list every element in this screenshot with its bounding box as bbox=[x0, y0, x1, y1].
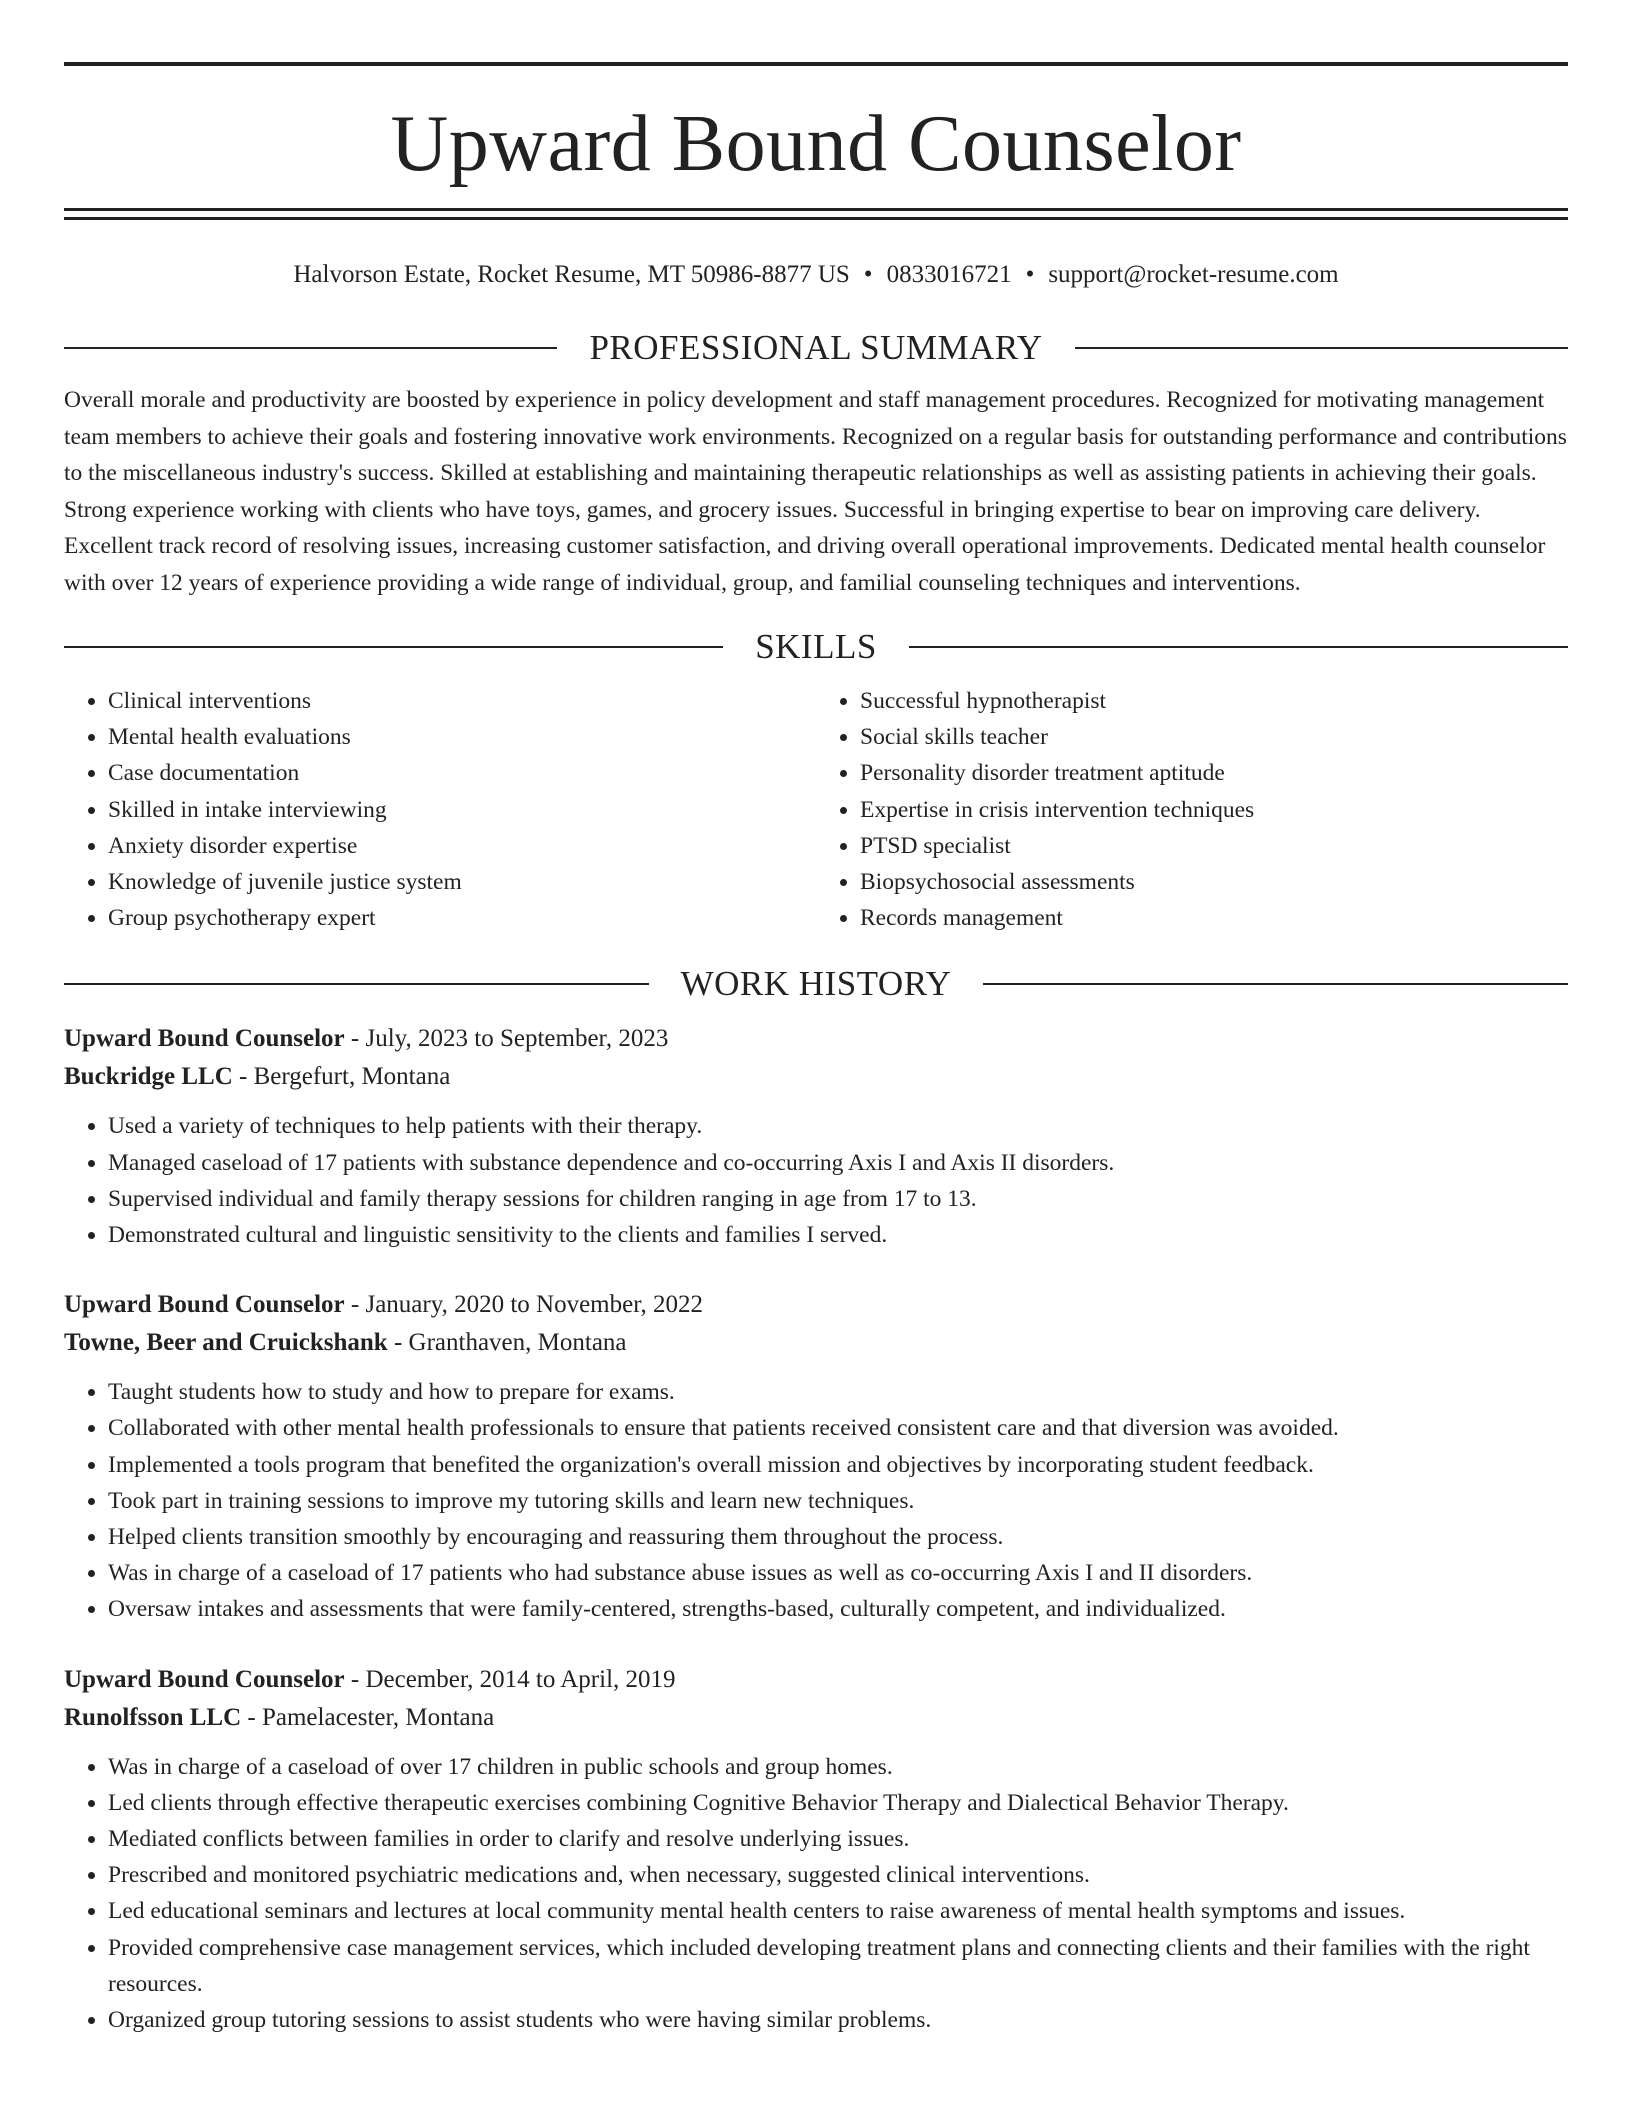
job-bullet: • Implemented a tools program that benefited the organization's overall mission and objectives by incorporating student feedback. bbox=[108, 1447, 1568, 1483]
job-bullets bbox=[64, 1374, 1568, 1627]
job-company-line bbox=[64, 1058, 1568, 1096]
skill-item: • Personality disorder treatment aptitude bbox=[860, 755, 1568, 791]
skill-item: • Clinical interventions bbox=[108, 683, 816, 719]
job-bullet: • Mediated conflicts between families in order to clarify and resolve underlying issues. bbox=[108, 1821, 1568, 1857]
skills-heading bbox=[64, 625, 1568, 669]
skills-list bbox=[64, 683, 1568, 936]
contact-separator: • bbox=[863, 261, 873, 288]
summary-heading bbox=[64, 326, 1568, 370]
skill-item: • Social skills teacher bbox=[860, 719, 1568, 755]
job-dates: - July, 2023 to September, 2023 bbox=[344, 1025, 669, 1053]
heading-rule-left bbox=[64, 347, 557, 349]
heading-rule-left bbox=[64, 646, 723, 648]
skill-item: • Group psychotherapy expert bbox=[108, 900, 816, 936]
skill-item: • PTSD specialist bbox=[860, 828, 1568, 864]
skill-item: • Records management bbox=[860, 900, 1568, 936]
skill-item: • Successful hypnotherapist bbox=[860, 683, 1568, 719]
skill-item: • Expertise in crisis intervention techniques bbox=[860, 792, 1568, 828]
skills-title: SKILLS bbox=[755, 627, 877, 666]
contact-line bbox=[64, 258, 1568, 292]
job-title-line bbox=[64, 1661, 1568, 1699]
work-history-heading bbox=[64, 962, 1568, 1006]
job-company-line bbox=[64, 1699, 1568, 1737]
job-dates: - December, 2014 to April, 2019 bbox=[344, 1665, 676, 1693]
contact-email: support@rocket-resume.com bbox=[1048, 261, 1339, 288]
summary-title: PROFESSIONAL SUMMARY bbox=[589, 328, 1043, 367]
job-bullet: • Organized group tutoring sessions to assist students who were having similar problems. bbox=[108, 2002, 1568, 2038]
job-bullet: • Used a variety of techniques to help patients with their therapy. bbox=[108, 1108, 1568, 1144]
job-bullet: • Prescribed and monitored psychiatric medications and, when necessary, suggested clinical interventions. bbox=[108, 1857, 1568, 1893]
job-dates: - January, 2020 to November, 2022 bbox=[344, 1291, 704, 1319]
skill-item: • Mental health evaluations bbox=[108, 719, 816, 755]
job-bullet: • Took part in training sessions to improve my tutoring skills and learn new techniques. bbox=[108, 1483, 1568, 1519]
job-bullet: • Managed caseload of 17 patients with substance dependence and co-occurring Axis I and Axis II disorders. bbox=[108, 1145, 1568, 1181]
job-bullet: • Collaborated with other mental health professionals to ensure that patients received consistent care and that diversion was avoided. bbox=[108, 1410, 1568, 1446]
skill-item: • Knowledge of juvenile justice system bbox=[108, 864, 816, 900]
contact-separator: • bbox=[1025, 261, 1035, 288]
job-bullet: • Led clients through effective therapeutic exercises combining Cognitive Behavior Therapy and Dialectical Behavior Therapy. bbox=[108, 1785, 1568, 1821]
job-bullets bbox=[64, 1108, 1568, 1253]
summary-text: Overall morale and productivity are boosted by experience in policy development and staff management procedures. Recognized for motivating management team members to achieve their goals and fostering innovative work environments. Recognized on a regular basis for outstanding performance and contributions to the miscellaneous industry's success. Skilled at establishing and maintaining therapeutic relationships as well as assisting patients in achieving their goals. Strong experience working with clients who have toys, games, and grocery issues. Successful in bringing expertise to bear on improving care delivery. Excellent track record of resolving issues, increasing customer satisfaction, and driving overall operational improvements. Dedicated mental health counselor with over 12 years of experience providing a wide range of individual, group, and familial counseling techniques and interventions. bbox=[64, 387, 1567, 596]
work-history-title: WORK HISTORY bbox=[680, 964, 952, 1004]
job-bullet: • Was in charge of a caseload of 17 patients who had substance abuse issues as well as co-occurring Axis I and II disorders. bbox=[108, 1555, 1568, 1591]
job-bullet: • Oversaw intakes and assessments that were family-centered, strengths-based, culturally competent, and individualized. bbox=[108, 1591, 1568, 1627]
heading-rule-right bbox=[1075, 347, 1568, 349]
job-title-line bbox=[64, 1286, 1568, 1324]
job-bullet: • Demonstrated cultural and linguistic sensitivity to the clients and families I served. bbox=[108, 1217, 1568, 1253]
job-bullet: • Helped clients transition smoothly by encouraging and reassuring them throughout the process. bbox=[108, 1519, 1568, 1555]
skill-item: • Biopsychosocial assessments bbox=[860, 864, 1568, 900]
job-title: Upward Bound Counselor bbox=[64, 1291, 345, 1319]
job-location: - Pamelacester, Montana bbox=[241, 1703, 495, 1731]
double-rule bbox=[64, 208, 1568, 220]
job-entry bbox=[64, 1286, 1568, 1627]
contact-address: Halvorson Estate, Rocket Resume, MT 50986-8877 US bbox=[293, 261, 850, 288]
skill-item: • Case documentation bbox=[108, 755, 816, 791]
job-bullets bbox=[64, 1749, 1568, 2039]
heading-rule-left bbox=[64, 983, 649, 985]
heading-rule-right bbox=[983, 983, 1568, 985]
resume-name: Upward Bound Counselor bbox=[390, 100, 1242, 188]
contact-phone: 0833016721 bbox=[886, 261, 1012, 288]
job-company-line bbox=[64, 1324, 1568, 1362]
job-location: - Bergefurt, Montana bbox=[232, 1063, 451, 1091]
skills-column-left bbox=[64, 683, 816, 936]
job-company: Buckridge LLC bbox=[64, 1063, 233, 1091]
job-bullet: • Led educational seminars and lectures at local community mental health centers to raise awareness of mental health symptoms and issues. bbox=[108, 1893, 1568, 1929]
job-entry bbox=[64, 1020, 1568, 1253]
job-title: Upward Bound Counselor bbox=[64, 1025, 345, 1053]
job-bullet: • Provided comprehensive case management services, which included developing treatment plans and connecting clients and their families with the right resources. bbox=[108, 1930, 1568, 2002]
job-entry bbox=[64, 1661, 1568, 2039]
skill-item: • Anxiety disorder expertise bbox=[108, 828, 816, 864]
job-company: Runolfsson LLC bbox=[64, 1703, 242, 1731]
heading-rule-right bbox=[909, 646, 1568, 648]
skills-column-right bbox=[816, 683, 1568, 936]
job-bullet: • Supervised individual and family therapy sessions for children ranging in age from 17 to 13. bbox=[108, 1181, 1568, 1217]
job-company: Towne, Beer and Cruickshank bbox=[64, 1329, 388, 1357]
top-rule bbox=[64, 62, 1568, 66]
job-bullet: • Taught students how to study and how to prepare for exams. bbox=[108, 1374, 1568, 1410]
job-title-line bbox=[64, 1020, 1568, 1058]
job-location: - Granthaven, Montana bbox=[387, 1329, 627, 1357]
skill-item: • Skilled in intake interviewing bbox=[108, 792, 816, 828]
job-title: Upward Bound Counselor bbox=[64, 1665, 345, 1693]
job-bullet: • Was in charge of a caseload of over 17 children in public schools and group homes. bbox=[108, 1749, 1568, 1785]
